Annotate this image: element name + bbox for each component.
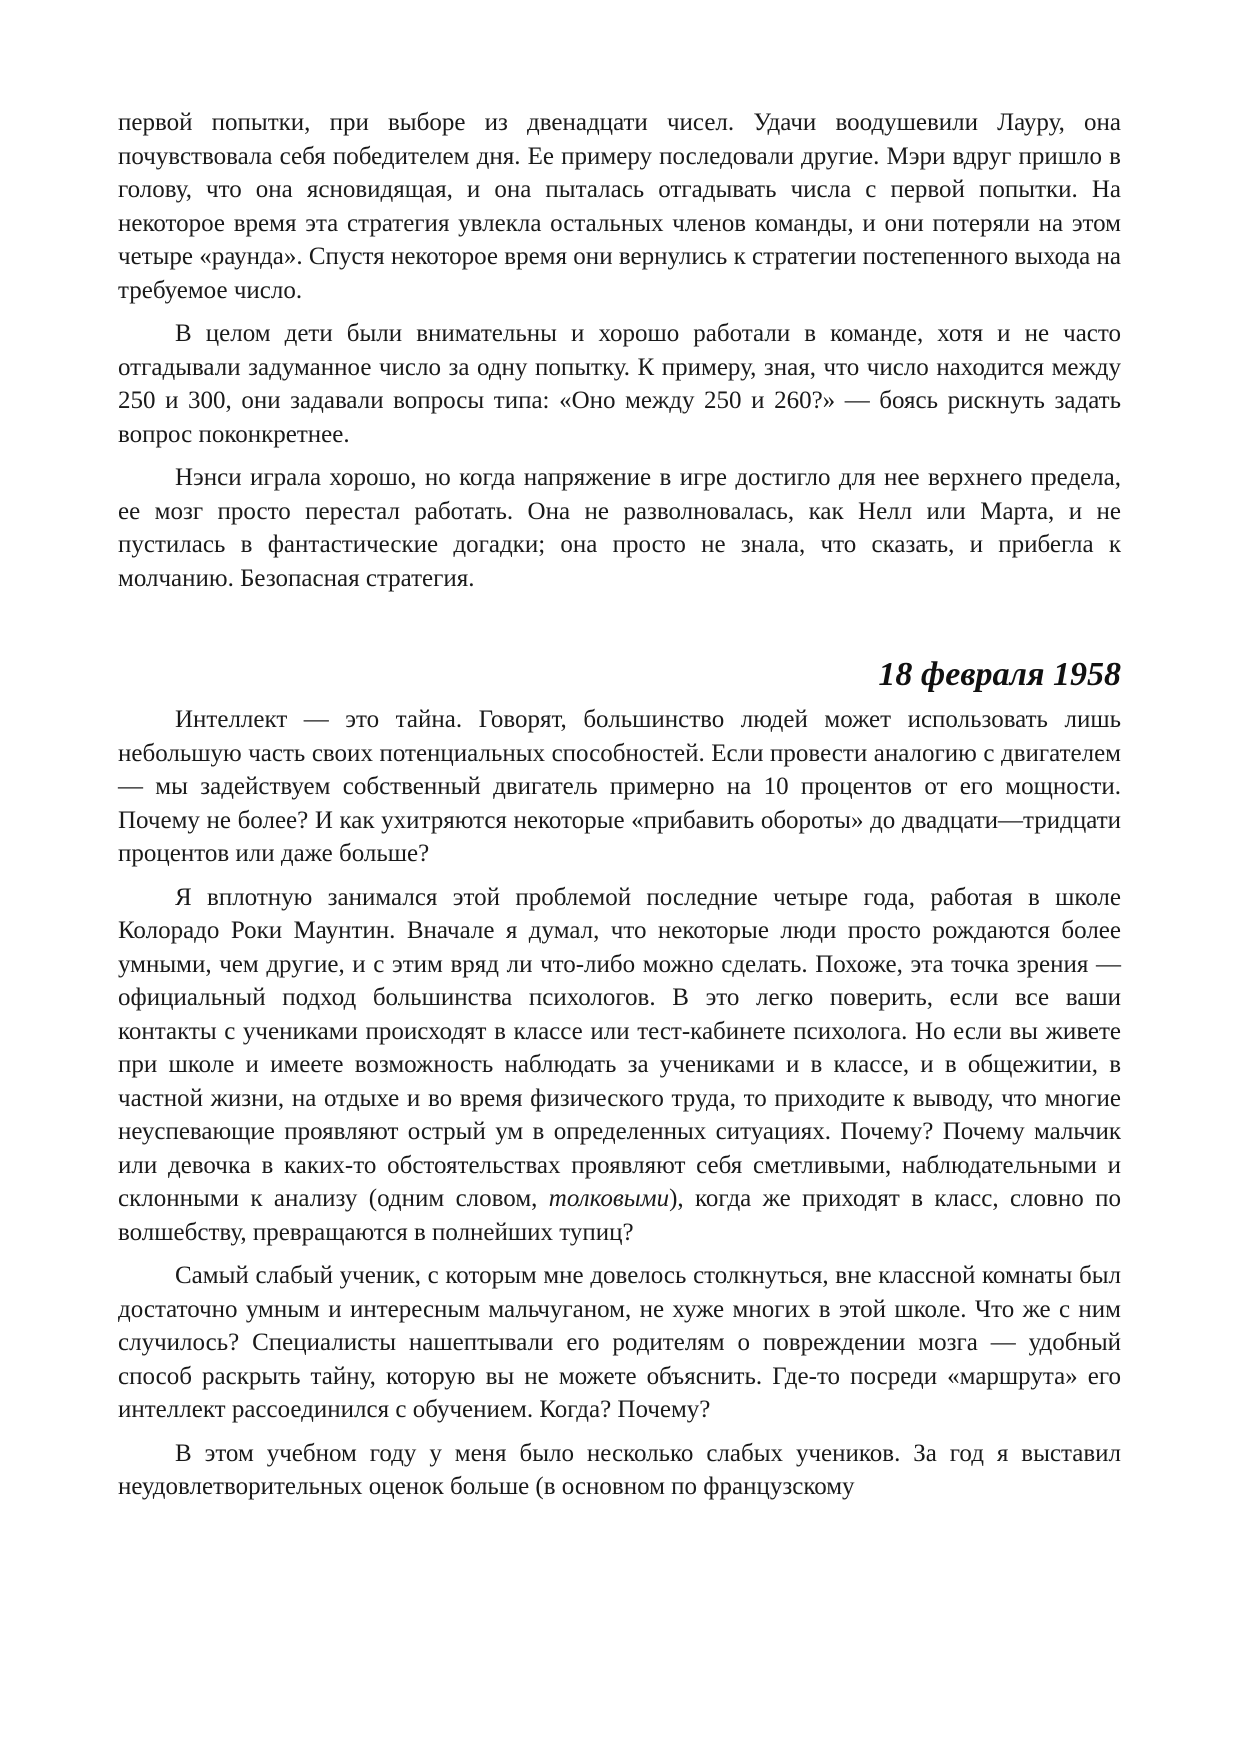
paragraph-this-year: В этом учебном году у меня было несколько слабых учеников. За год я выставил неудовлетворительных оценок больше (в основном по французскому [118,1439,1121,1500]
paragraph-research-text: Я вплотную занимался этой проблемой последние четыре года, работая в школе Колорадо Роки Маунтин. Вначале я думал, что некоторые люди просто рождаются более умными, чем другие, и с этим вряд ли что-либо можно сделать. Похоже, эта точка зрения — официальный подход большинства психологов. В это легко поверить, если все ваши контакты с учениками происходят в классе или тест-кабинете психолога. Но если вы живете при школе и имеете возможность наблюдать за учениками и в классе, и в общежитии, в частной жизни, на отдыхе и во время физического труда, то приходите к выводу, что многие неуспевающие проявляют острый ум в определенных ситуациях. Почему? Почему мальчик или девочка в каких-то обстоятельствах проявляют себя сметливыми, наблюдательными и склонными к анализу (одним словом, [118,883,1121,1212]
paragraph-continued: первой попытки, при выборе из двенадцати чисел. Удачи воодушевили Лауру, она почувствовала себя победителем дня. Ее примеру последовали другие. Мэри вдруг пришло в голову, что она ясновидящая, и она пыталась отгадывать числа с первой попытки. На некоторое время эта стратегия увлекла остальных членов команды, и они потеряли на этом четыре «раунда». Спустя некоторое время они вернулись к стратегии постепенного выхода на требуемое число. [118,109,1121,304]
italic-emphasis: толковыми [548,1185,670,1212]
paragraph-nancy: Нэнси играла хорошо, но когда напряжение в игре достигло для нее верхнего предела, ее мозг просто перестал работать. Она не разволновалась, как Нелл или Марта, и не пустилась в фантастические догадки; она просто не знала, что сказать, и прибегла к молчанию. Безопасная стратегия. [118,464,1121,592]
paragraph-research-tail: ), когда же приходят в класс, словно по волшебству, превращаются в полнейших тупиц? [118,1185,1121,1246]
paragraph-weakest-student: Самый слабый ученик, с которым мне довелось столкнуться, вне классной комнаты был достаточно умным и интересным мальчуганом, не хуже многих в этой школе. Что же с ним случилось? Специалисты нашептывали его родителям о повреждении мозга — удобный способ раскрыть тайну, которую вы не можете объяснить. Где-то посреди «маршрута» его интеллект рассоединился с обучением. Когда? Почему? [118,1262,1121,1423]
document-page [118,106,1121,1514]
section-date-heading: 18 февраля 1958 [878,656,1121,693]
paragraph-team-attention: В целом дети были внимательны и хорошо работали в команде, хотя и не часто отгадывали задуманное число за одну попытку. К примеру, зная, что число находится между 250 и 300, они задавали вопросы типа: «Оно между 250 и 260?» — боясь рискнуть задать вопрос поконкретнее. [118,320,1121,448]
paragraph-research [118,881,1121,1250]
paragraph-intellect: Интеллект — это тайна. Говорят, большинство людей может использовать лишь небольшую часть своих потенциальных способностей. Если провести аналогию с двигателем — мы задействуем собственный двигатель примерно на 10 процентов от его мощности. Почему не более? И как ухитряются некоторые «прибавить обороты» до двадцати—тридцати процентов или даже больше? [118,706,1121,867]
